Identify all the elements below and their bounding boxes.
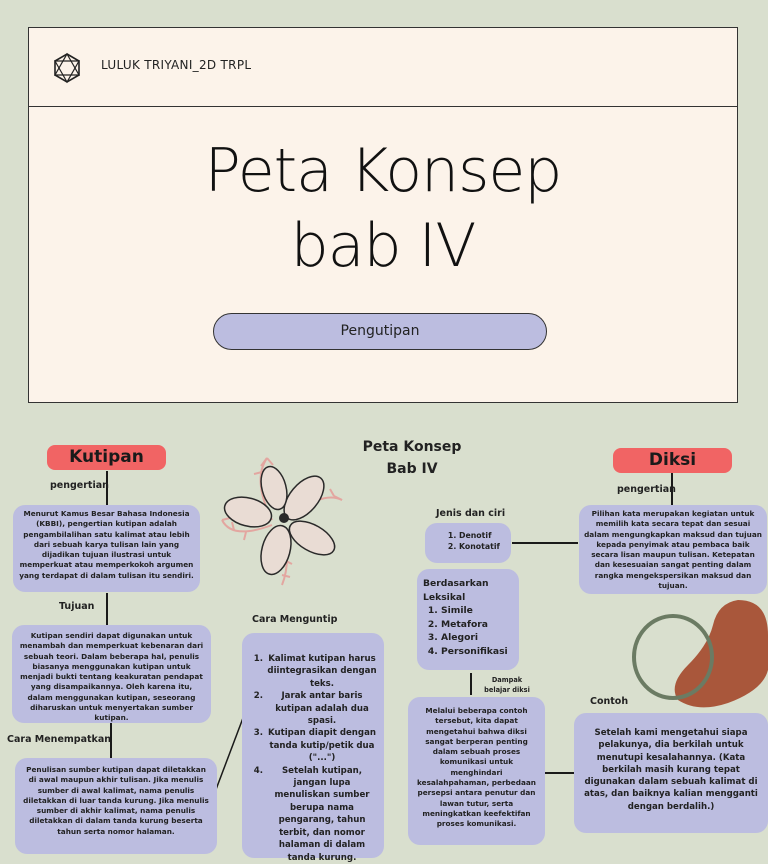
connector-line <box>544 772 574 774</box>
list-item: 2. Metafora <box>441 618 513 632</box>
map-title-line1: Peta Konsep <box>362 439 462 455</box>
diksi-contoh-box: Setelah kami mengetahui siapa pelakunya, dia berkilah untuk menutupi kesalahannya. (Kata berkilah masih kurang tepat digunakan dalam sebuah kalimat di atas, dan baiknya kalian mengganti dengan berdalih.) <box>574 713 768 833</box>
author-name: LULUK TRIYANI_2D TRPL <box>101 58 252 72</box>
kutipan-cara-mengutip-label: Cara Menguntip <box>252 614 338 625</box>
ring-shape <box>630 610 720 705</box>
leksikal-list <box>423 604 513 658</box>
diksi-jenis-box <box>425 523 511 563</box>
header-divider <box>29 106 737 107</box>
map-title-line2: Bab IV <box>386 461 438 477</box>
diksi-dampak-label: Dampak belajar diksi <box>484 676 530 694</box>
diksi-contoh-label: Contoh <box>590 696 629 707</box>
connector-line <box>106 593 108 625</box>
jenis-list <box>429 530 507 552</box>
map-title <box>362 436 462 480</box>
kutipan-cara-menempatkan-label: Cara Menempatkan <box>7 734 112 745</box>
leksikal-title: Berdasarkan Leksikal <box>423 578 489 603</box>
page-title-line2: bab IV <box>290 211 476 281</box>
cara-mengutip-list <box>248 653 378 864</box>
kutipan-pengertian-label: pengertian <box>50 480 109 491</box>
subtitle-pill: Pengutipan <box>213 313 547 350</box>
list-item: 2. Jarak antar baris kutipan adalah dua spasi. <box>266 690 378 727</box>
kutipan-tujuan-box: Kutipan sendiri dapat digunakan untuk menambah dan memperkuat kebenaran dari sebuah teori. Dalam beberapa hal, penulis biasanya menggunakan kutipan untuk menjadi bukti tentang keakuratan pendapat yang disampaikannya. Oleh karena itu, dalam menggunakan kutipan, seseorang diharuskan untuk menyertakan sumber kutipan. <box>12 625 211 723</box>
list-item: 1. Denotif <box>459 530 507 541</box>
kutipan-tujuan-label: Tujuan <box>59 601 95 612</box>
kutipan-pengertian-box: Menurut Kamus Besar Bahasa Indonesia (KBBI), pengertian kutipan adalah pengambilalihan satu kalimat atau lebih dari sebuah karya tulisan lain yang dijadikan tujuan ilustrasi untuk memperkuat atau memperkokoh argumen yang terdapat di dalam tulisan itu sendiri. <box>13 505 200 592</box>
title-card <box>28 27 738 403</box>
diksi-heading: Diksi <box>613 448 732 473</box>
list-item: 1. Kalimat kutipan harus diintegrasikan dengan teks. <box>266 653 378 690</box>
list-item: 3. Alegori <box>441 631 513 645</box>
diksi-pengertian-label: pengertian <box>617 484 676 495</box>
geometric-logo-icon <box>51 52 83 84</box>
list-item: 3. Kutipan diapit dengan tanda kutip/petik dua ("...") <box>266 727 378 764</box>
page-title-line1: Peta Konsep <box>204 136 562 206</box>
list-item: 2. Konotatif <box>459 541 507 552</box>
diksi-leksikal-box <box>417 569 519 670</box>
diksi-jenis-label: Jenis dan ciri <box>436 508 506 519</box>
kutipan-cara-mengutip-box <box>242 633 384 863</box>
kutipan-heading: Kutipan <box>47 445 166 470</box>
connector-line <box>470 673 472 695</box>
list-item: 4. Setelah kutipan, jangan lupa menuliskan sumber berupa nama pengarang, tahun terbit, dan nomor halaman di dalam tanda kurung. <box>266 765 378 864</box>
diksi-dampak-box: Melalui beberapa contoh tersebut, kita dapat mengetahui bahwa diksi sangat berperan penting dalam sebuah proses komunikasi untuk menghindari kesalahpahaman, perbedaan persepsi antara penutur dan lawan tutur, serta meningkatkan keefektifan proses komunikasi. <box>408 697 545 845</box>
kutipan-cara-menempatkan-box: Penulisan sumber kutipan dapat diletakkan di awal maupun akhir tulisan. Jika menulis sumber di awal kalimat, nama penulis diletakkan di luar tanda kurung. Jika menulis sumber di akhir kalimat, nama penulis diletakkan di dalam tanda kurung beserta tahun serta nomor halaman. <box>15 758 217 854</box>
list-item: 1. Simile <box>441 604 513 618</box>
list-item: 4. Personifikasi <box>441 645 513 659</box>
diksi-pengertian-box: Pilihan kata merupakan kegiatan untuk memilih kata secara tepat dan sesuai dalam mengungkapkan maksud dan tujuan kepada penyimak atau pembaca baik secara lisan maupun tulisan. Ketepatan dan kesesuaian sangat penting dalam rangka mengekspersikan maksud dan tujuan. <box>579 505 767 594</box>
connector-line <box>512 542 578 544</box>
flower-illustration <box>212 450 352 590</box>
